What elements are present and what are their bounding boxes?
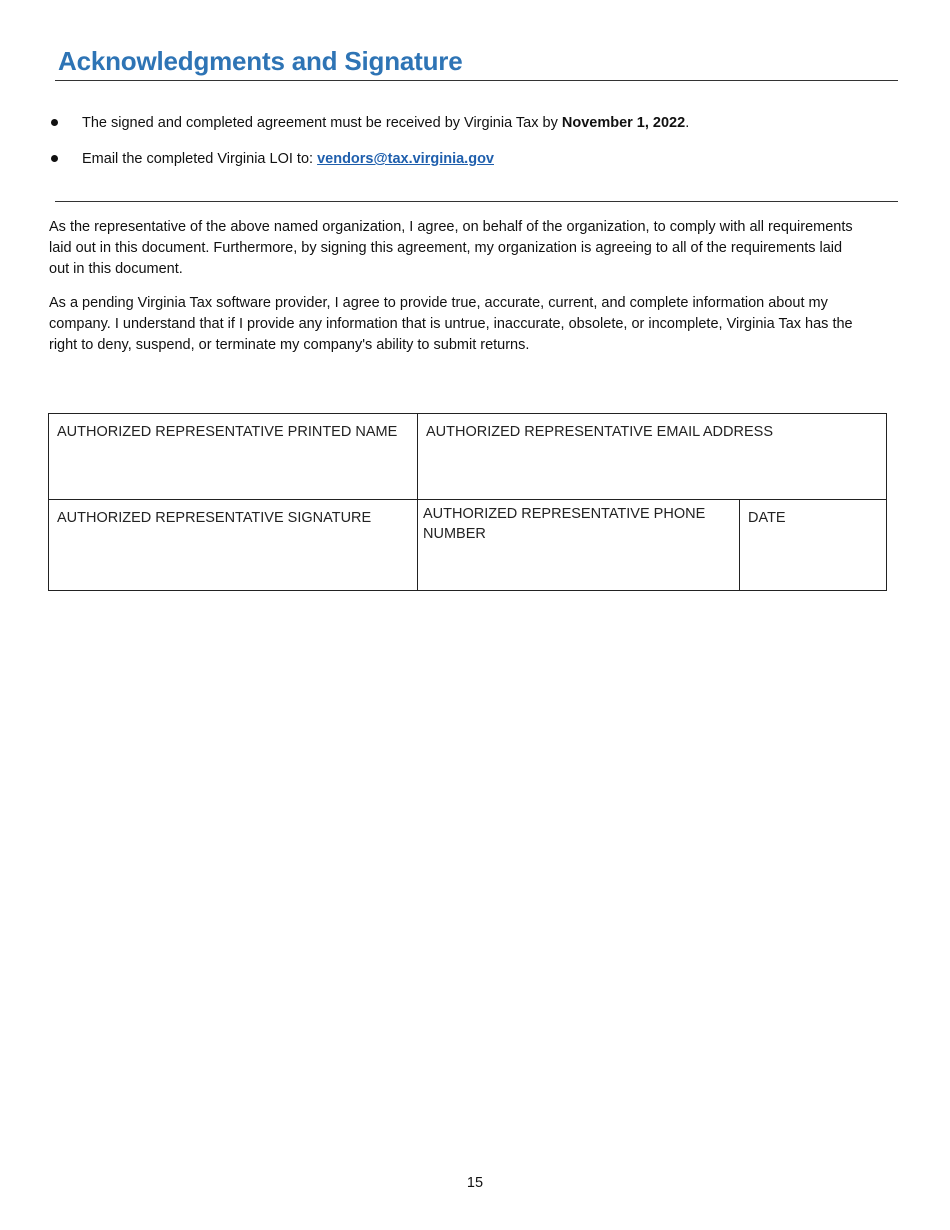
email-address-field[interactable] (418, 414, 886, 499)
date-label: DATE (748, 510, 786, 526)
email-instruction-text (82, 149, 494, 169)
deadline-text (82, 113, 689, 133)
vendor-email-link[interactable]: vendors@tax.virginia.gov (317, 151, 494, 167)
agreement-paragraph: As the representative of the above named organization, I agree, on behalf of the organization, to comply with all requirements laid out in this document. Furthermore, by signing this agreement, my organization is agreeing to all of the requirements laid out in this document. (49, 219, 853, 277)
section-divider (55, 201, 898, 202)
signature-table (48, 413, 887, 591)
deadline-date: November 1, 2022 (561, 115, 686, 131)
page-title: Acknowledgments and Signature (58, 46, 463, 76)
printed-name-label: AUTHORIZED REPRESENTATIVE PRINTED NAME (57, 424, 398, 440)
phone-number-label: AUTHORIZED REPRESENTATIVE PHONE NUMBER (423, 506, 706, 542)
phone-number-field[interactable] (418, 500, 739, 590)
accuracy-paragraph: As a pending Virginia Tax software provider, I agree to provide true, accurate, current, and complete information about my company. I understand that if I provide any information that is untrue, inaccurate, obsolete, or incomplete, Virginia Tax has the right to deny, suspend, or terminate my company's ability to submit returns. (49, 295, 853, 353)
signature-label: AUTHORIZED REPRESENTATIVE SIGNATURE (57, 510, 372, 526)
bullet-icon (51, 119, 58, 126)
page-number: 15 (466, 1175, 484, 1191)
email-address-label: AUTHORIZED REPRESENTATIVE EMAIL ADDRESS (426, 424, 773, 440)
signature-field[interactable] (49, 500, 417, 590)
title-divider (55, 80, 898, 81)
date-field[interactable] (740, 500, 886, 590)
bullet-icon (51, 155, 58, 162)
deadline-text-before: The signed and completed agreement must be received by Virginia Tax by (82, 115, 562, 131)
printed-name-field[interactable] (49, 414, 417, 499)
email-instruction-before: Email the completed Virginia LOI to: (82, 151, 318, 167)
deadline-text-after: . (685, 115, 690, 131)
